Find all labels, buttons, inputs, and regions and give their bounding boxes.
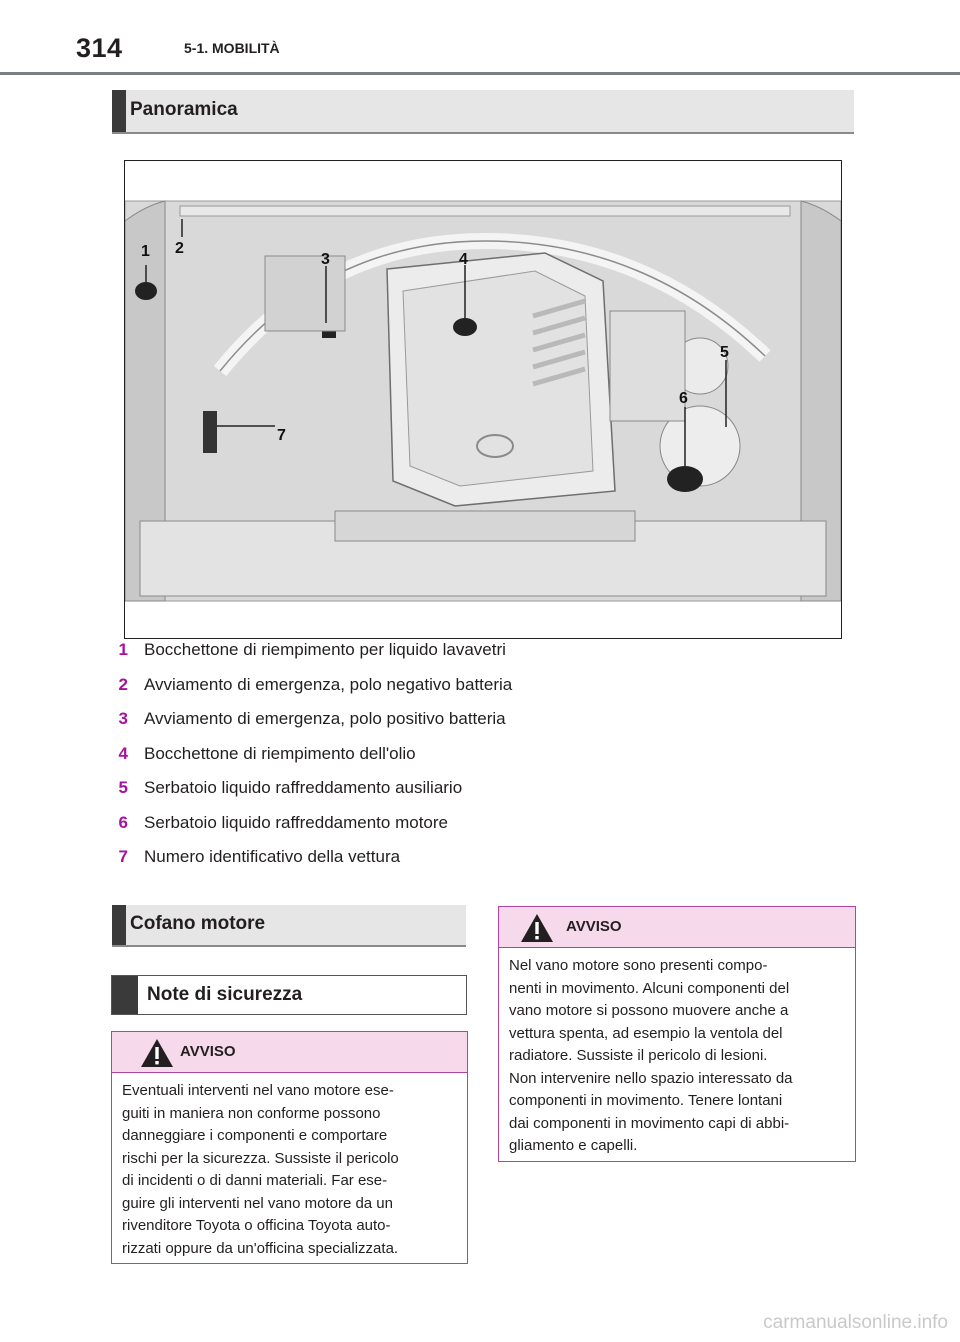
warning-line: radiatore. Sussiste il pericolo di lesioni. [509, 1047, 768, 1064]
warning-body [122, 1080, 459, 1260]
legend-number: 4 [118, 743, 128, 763]
legend-item [114, 813, 714, 848]
warning-line: dai componenti in movimento capi di abbi- [509, 1114, 790, 1132]
warning-line: rizzati oppure da un'officina specializzata. [122, 1239, 399, 1257]
legend-text: Avviamento di emergenza, polo positivo batteria [144, 709, 506, 728]
warning-line: guiti in maniera non conforme possono [122, 1104, 381, 1122]
callout-2: 2 [175, 240, 184, 257]
warning-box-left [111, 1031, 468, 1264]
warning-triangle-icon [519, 912, 555, 944]
subsection-safety-title: Note di sicurezza [147, 984, 303, 1005]
legend-item [114, 778, 714, 813]
warning-line: componenti in movimento. Tenere lontani [509, 1092, 783, 1109]
callout-7: 7 [277, 427, 286, 444]
warning-line: vano motore si possono muovere anche a [509, 1002, 789, 1019]
warning-header [499, 907, 855, 948]
legend-number: 3 [118, 709, 128, 728]
warning-line: gliamento e capelli. [509, 1137, 638, 1154]
legend-text: Bocchettone di riempimento dell'olio [144, 743, 416, 763]
section-tab [112, 90, 126, 132]
warning-title: AVVISO [180, 1043, 236, 1060]
engine-bay-figure [124, 160, 842, 639]
warning-line: nenti in movimento. Alcuni componenti del [509, 979, 790, 997]
subsection-safety-bar [111, 975, 467, 1015]
legend-text: Numero identificativo della vettura [144, 847, 401, 866]
warning-line: Eventuali interventi nel vano motore ese- [122, 1082, 394, 1099]
section-overview-bar [112, 90, 854, 134]
legend-text: Serbatoio liquido raffreddamento motore [144, 812, 448, 832]
warning-line: di incidenti o di danni materiali. Far ese- [122, 1172, 388, 1189]
legend-number: 2 [118, 674, 128, 694]
engine-bay-illustration [125, 161, 841, 638]
legend-text: Serbatoio liquido raffreddamento ausiliario [144, 778, 463, 797]
header-rule [0, 72, 960, 75]
callout-1: 1 [141, 243, 150, 260]
legend-item [114, 709, 714, 744]
callout-3: 3 [321, 251, 330, 268]
legend-item [114, 847, 714, 882]
warning-line: vettura spenta, ad esempio la ventola del [509, 1024, 783, 1042]
figure-legend [114, 640, 714, 882]
callout-4: 4 [459, 251, 468, 268]
footer-watermark: carmanualsonline.info [763, 1312, 948, 1333]
warning-box-right [498, 906, 856, 1162]
warning-body [509, 955, 847, 1158]
legend-text: Bocchettone di riempimento per liquido lavavetri [144, 640, 506, 659]
section-tab [112, 905, 126, 945]
legend-text: Avviamento di emergenza, polo negativo batteria [144, 674, 513, 694]
warning-line: Non intervenire nello spazio interessato da [509, 1069, 793, 1087]
warning-title: AVVISO [566, 918, 622, 935]
callout-5: 5 [720, 344, 729, 361]
warning-line: rivenditore Toyota o officina Toyota auto- [122, 1217, 391, 1234]
warning-line: danneggiare i componenti e comportare [122, 1127, 388, 1144]
legend-item [114, 675, 714, 710]
warning-line: rischi per la sicurezza. Sussiste il pericolo [122, 1149, 399, 1167]
warning-line: guire gli interventi nel vano motore da un [122, 1194, 393, 1212]
chapter-title: 5-1. MOBILITÀ [184, 40, 280, 56]
legend-item [114, 640, 714, 675]
warning-header [112, 1032, 467, 1073]
section-hood-title: Cofano motore [130, 913, 266, 934]
legend-number: 7 [118, 847, 128, 866]
section-overview-title: Panoramica [130, 99, 238, 120]
warning-line: Nel vano motore sono presenti compo- [509, 957, 768, 974]
legend-number: 6 [118, 812, 128, 832]
section-hood-bar [112, 905, 466, 947]
legend-number: 1 [118, 640, 128, 659]
callout-6: 6 [679, 390, 688, 407]
page-number: 314 [76, 33, 123, 63]
subsection-tab [112, 976, 138, 1014]
legend-number: 5 [118, 778, 128, 797]
legend-item [114, 744, 714, 779]
warning-triangle-icon [139, 1037, 175, 1069]
